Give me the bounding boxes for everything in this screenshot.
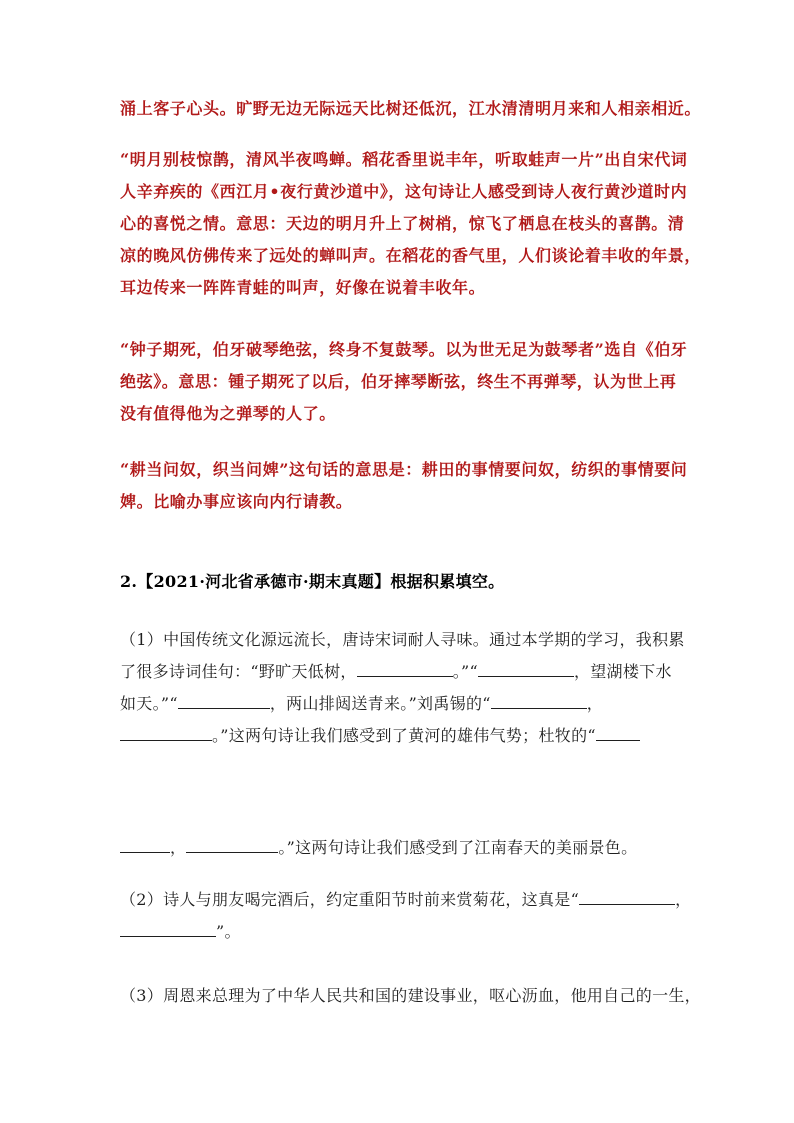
question-text: ， — [586, 694, 604, 713]
fill-in-blank[interactable] — [120, 726, 212, 741]
answer-line: 凉的晚风仿佛传来了远处的蝉叫声。在稻花的香气里，人们谈论着丰收的年景， — [120, 246, 702, 265]
answer-paragraph-2 — [120, 144, 702, 304]
fill-in-blank[interactable] — [120, 922, 216, 937]
question-title: 2.【2021·河北省承德市·期末真题】根据积累填空。 — [120, 572, 505, 591]
question-text: （2）诗人与朋友喝完酒后，约定重阳节时前来赏菊花，这真是“ — [120, 890, 580, 909]
question-line — [120, 720, 680, 752]
question-line — [120, 688, 680, 720]
answer-line: “耕当问奴，织当问婢”这句话的意思是：耕田的事情要问奴，纺织的事情要问 — [120, 460, 688, 479]
fill-in-blank[interactable] — [357, 662, 453, 677]
answer-line: “明月别枝惊鹊，清风半夜鸣蝉。稻花香里说丰年，听取蛙声一片”出自宋代词 — [120, 150, 688, 169]
answer-paragraph-1 — [120, 93, 702, 125]
question-line: （1）中国传统文化源远流长，唐诗宋词耐人寻味。通过本学期的学习，我积累 — [120, 630, 685, 649]
question-line — [120, 832, 680, 864]
question-part-3 — [120, 980, 701, 1012]
answer-line: 人辛弃疾的《西江月•夜行黄沙道中》，这句诗让人感受到诗人夜行黄沙道时内 — [120, 182, 688, 201]
answer-line: 耳边传来一阵阵青蛙的叫声，好像在说着丰收年。 — [120, 278, 486, 297]
fill-in-blank[interactable] — [186, 838, 278, 853]
question-line — [120, 656, 680, 688]
question-text: 。”这两句诗让我们感受到了江南春天的美丽景色。 — [278, 838, 638, 857]
answer-line: 绝弦》。意思：锺子期死了以后，伯牙摔琴断弦，终生不再弹琴，认为世上再 — [120, 372, 677, 391]
question-text: ”。 — [216, 922, 241, 941]
fill-in-blank[interactable] — [178, 694, 270, 709]
answer-line: 心的喜悦之情。意思：天边的明月升上了树梢，惊飞了栖息在枝头的喜鹊。清 — [120, 214, 685, 233]
question-text: ，望湖楼下水 — [573, 662, 672, 681]
fill-in-blank[interactable] — [596, 726, 640, 741]
answer-paragraph-3 — [120, 334, 688, 430]
fill-in-blank[interactable] — [120, 838, 170, 853]
answer-line: 涌上客子心头。旷野无边无际远天比树还低沉，江水清清明月来和人相亲相近。 — [120, 99, 702, 118]
question-part-1-continued — [120, 832, 680, 864]
question-line — [120, 884, 692, 916]
question-text: ， — [170, 838, 187, 857]
question-part-2 — [120, 884, 692, 948]
question-line — [120, 916, 680, 948]
question-text: 如天。”“ — [120, 694, 178, 713]
question-text: 。”“ — [452, 662, 478, 681]
fill-in-blank[interactable] — [478, 662, 574, 677]
question-heading — [120, 566, 680, 598]
fill-in-blank[interactable] — [491, 694, 587, 709]
fill-in-blank[interactable] — [579, 890, 675, 905]
answer-line: 没有值得他为之弹琴的人了。 — [120, 404, 336, 423]
question-line: （3）周恩来总理为了中华人民共和国的建设事业，呕心沥血，他用自己的一生， — [120, 986, 701, 1005]
answer-paragraph-4 — [120, 454, 688, 518]
question-text: ，两山排闼送青来。”刘禹锡的“ — [269, 694, 491, 713]
answer-line: “钟子期死，伯牙破琴绝弦，终身不复鼓琴。以为世无足为鼓琴者”选自《伯牙 — [120, 340, 688, 359]
question-text: 。”这两句诗让我们感受到了黄河的雄伟气势；杜牧的“ — [212, 726, 596, 745]
question-part-1 — [120, 624, 685, 752]
question-text: ， — [675, 890, 692, 909]
answer-line: 婢。比喻办事应该向内行请教。 — [120, 492, 353, 511]
question-text: 了很多诗词佳句：“野旷天低树， — [120, 662, 357, 681]
